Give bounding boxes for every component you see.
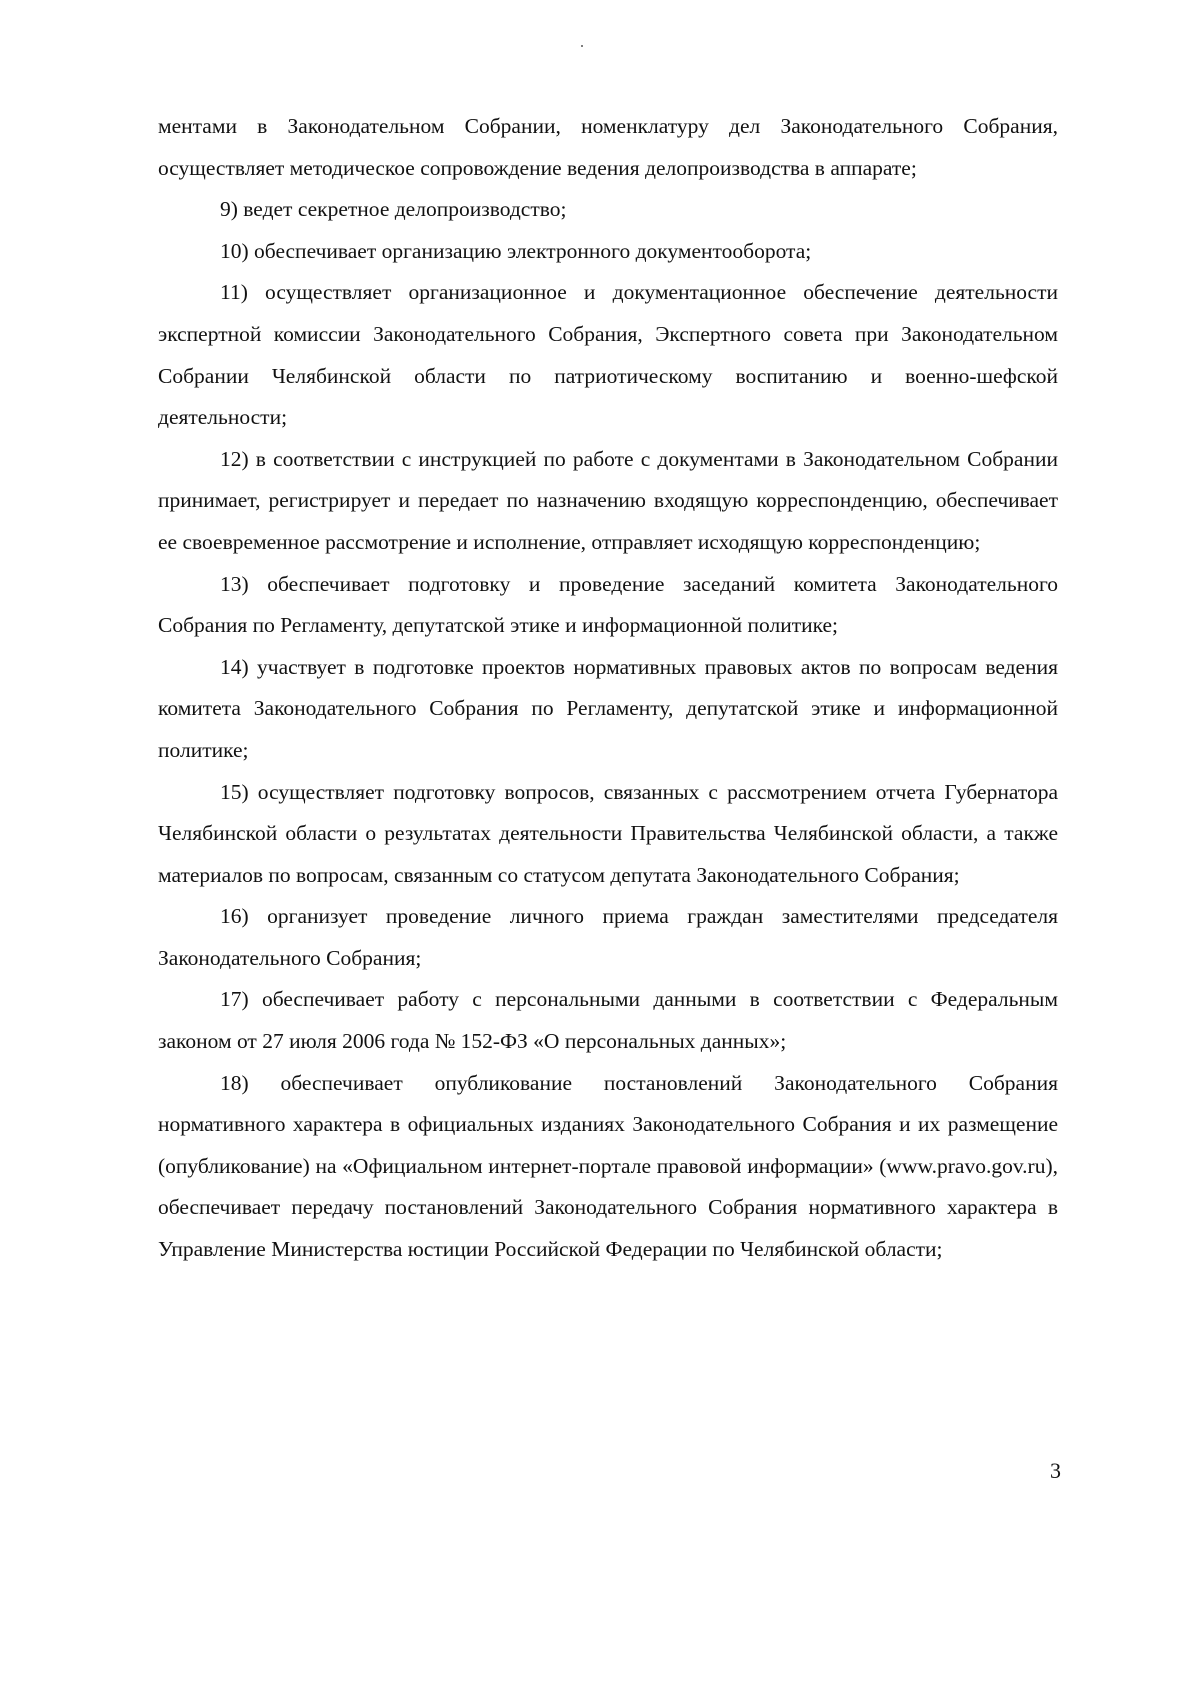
list-item-9: 9) ведет секретное делопроизводство; [220, 197, 567, 222]
list-item-13: 13) обеспечивает подготовку и проведение заседаний комитета Законодательного Собрания по Регламенту, депутатской этике и информационной политике; [158, 571, 1058, 638]
page-number: 3 [1050, 1458, 1061, 1483]
list-item-18: 18) обеспечивает опубликование постановлений Законодательного Собрания нормативного характера в официальных изданиях Законодательного Собрания и их размещение (опубликование) на «Официальном интернет-портале правовой информации» (www.pravo.gov.ru), обеспечивает передачу постановлений Законодательного Собрания нормативного характера в Управление Министерства юстиции Российской Федерации по Челябинской области; [158, 1070, 1058, 1262]
list-item-16: 16) организует проведение личного приема граждан заместителями председателя Законодательного Собрания; [158, 904, 1058, 970]
document-body [158, 106, 1058, 1271]
list-item-14: 14) участвует в подготовке проектов нормативных правовых актов по вопросам ведения комитета Законодательного Собрания по Регламенту, депутатской этике и информационной политике; [158, 654, 1058, 762]
continuation-paragraph: ментами в Законодательном Собрании, номенклатуру дел Законодательного Собрания, осуществляет методическое сопровождение ведения делопроизводства в аппарате; [158, 114, 1058, 180]
list-item-11: 11) осуществляет организационное и документационное обеспечение деятельности экспертной комиссии Законодательного Собрания, Экспертного совета при Законодательном Собрании Челябинской области по патриотическому воспитанию и военно-шефской деятельности; [158, 280, 1058, 430]
list-item-15: 15) осуществляет подготовку вопросов, связанных с рассмотрением отчета Губернатора Челябинской области о результатах деятельности Правительства Челябинской области, а также материалов по вопросам, связанным со статусом депутата Законодательного Собрания; [158, 779, 1058, 887]
list-item-10: 10) обеспечивает организацию электронного документооборота; [220, 238, 812, 263]
list-item-12: 12) в соответствии с инструкцией по работе с документами в Законодательном Собрании принимает, регистрирует и передает по назначению входящую корреспонденцию, обеспечивает ее своевременное рассмотрение и исполнение, отправляет исходящую корреспонденцию; [158, 446, 1058, 554]
scan-speck [581, 45, 583, 47]
list-item-17: 17) обеспечивает работу с персональными данными в соответствии с Федеральным законом от 27 июля 2006 года № 152-ФЗ «О персональных данных»; [158, 987, 1058, 1054]
